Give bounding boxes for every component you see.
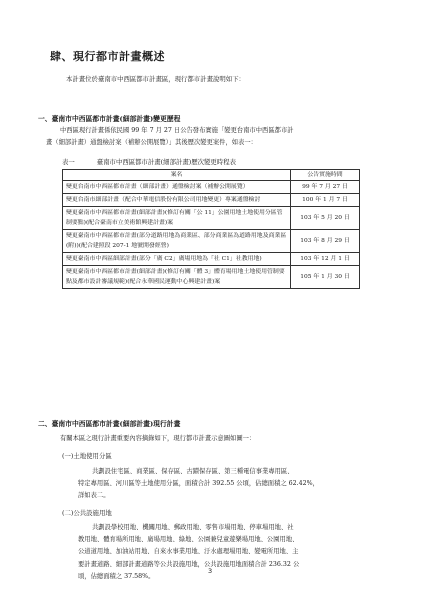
effective-date-cell: 99 年 7 月 27 日 (291, 181, 360, 194)
table-caption-text: 臺南市中西區都市計畫(細部計畫)歷次變更時程表 (96, 158, 236, 166)
effective-date-cell: 103 年 8 月 29 日 (291, 230, 360, 253)
table-row (63, 253, 360, 266)
chapter-title: 肆、現行都市計畫概述 (50, 50, 165, 63)
public-facilities-line: 頃，佔總面積之 37.58%。 (78, 572, 155, 580)
section1-paragraph-line: 畫（細部計畫）通盤檢討案（補辦公開展覽）」其後歷次變更案件，如表一： (46, 139, 257, 146)
table-caption-label: 表一 (62, 158, 75, 166)
public-facilities-paragraph (78, 522, 374, 583)
land-use-paragraph (78, 466, 374, 502)
public-facilities-line: 教用地、體育場所用地、廣場用地、綠地、公園兼兒童遊樂場用地、公園用地、 (78, 536, 299, 544)
section2-heading: 二、臺南市中西區都市計畫(細部計畫)現行計畫 (38, 420, 181, 428)
effective-date-cell: 105 年 1 月 30 日 (291, 266, 360, 289)
table-caption (62, 157, 236, 166)
effective-date-cell: 100 年 1 月 7 日 (291, 194, 360, 207)
section1-heading: 一、臺南市中西區都市計畫(細部計畫)變更歷程 (38, 115, 181, 123)
section1-paragraph-line: 中西區現行計畫係依民國 99 年 7 月 27 日公告發布實施「變更台南市中西區都市計 (60, 127, 294, 134)
effective-date-cell: 103 年 12 月 1 日 (291, 253, 360, 266)
land-use-line: 特定專用區、河川區等土地使用分區，面積合計 392.55 公頃，佔總面積之 62.42%， (78, 480, 319, 487)
land-use-heading: (一)土地使用分區 (62, 452, 112, 460)
case-name-cell: 變更臺南市中西區都市計畫(細部計畫)(修訂有關「體 3」體育場用地土地使用管制要點及都市設計審議規範)(配合永華國民運動中心興建計畫)案 (63, 266, 291, 289)
land-use-line: 詳如表二。 (78, 492, 110, 499)
case-name-cell: 變更臺南市中西區都市計畫(細部計畫)(修訂有關「公 11」公園用地土地使用分區管制要點)(配合臺南市立美術館興建計畫)案 (63, 207, 291, 230)
case-name-cell: 變更台南市中西區都市計畫（細部計畫）通盤檢討案（補辦公開展覽） (63, 181, 291, 194)
amendment-history-table (62, 169, 360, 289)
table-row (63, 207, 360, 230)
table-row (63, 181, 360, 194)
page-number: 3 (208, 567, 213, 575)
public-facilities-line: 共劃設學校用地、機關用地、郵政用地、零售市場用地、停車場用地、社 (92, 524, 294, 531)
public-facilities-heading: (二)公共設施用地 (62, 509, 112, 517)
table-row (63, 266, 360, 289)
table-row (63, 194, 360, 207)
table-header-row (63, 170, 360, 181)
effective-date-cell: 103 年 5 月 20 日 (291, 207, 360, 230)
case-name-cell: 變更臺南市中西區都市計畫(部分道路用地為商業區、部分商業區為道路用地及商業區(附))(配合建照段 207-1 地號開發經營) (63, 230, 291, 253)
header-case-name: 案名 (63, 170, 291, 181)
intro-text: 本計畫位於臺南市中西區都市計畫區，現行都市計畫說明如下： (66, 75, 245, 83)
public-facilities-line: 要計畫道路、細部計畫道路等公共設施用地，公共設施用地面積合計 236.32 公 (78, 560, 300, 568)
header-effective-date: 公告實施時間 (291, 170, 360, 181)
section1-paragraph (46, 125, 380, 149)
land-use-line: 共劃設住宅區、商業區、保存區、古蹟保存區、第三種電信事業專用區、 (92, 468, 294, 475)
case-name-cell: 變更臺南市中西區細部計畫(部分「廣 C2」廣場用地為「社 C1」社教用地) (63, 253, 291, 266)
case-name-cell: 變更台南市細部計畫（配合中華電信股份有限公司用地變更）專案通盤檢討 (63, 194, 291, 207)
section2-paragraph: 有關本區之現行計畫重要內容摘錄如下，現行都市計畫示意圖如圖一： (60, 435, 256, 442)
table-row (63, 230, 360, 253)
public-facilities-line: 公道道用地、加油站用地、自來水事業用地、汙水處理場用地、變電所用地、主 (78, 548, 299, 556)
